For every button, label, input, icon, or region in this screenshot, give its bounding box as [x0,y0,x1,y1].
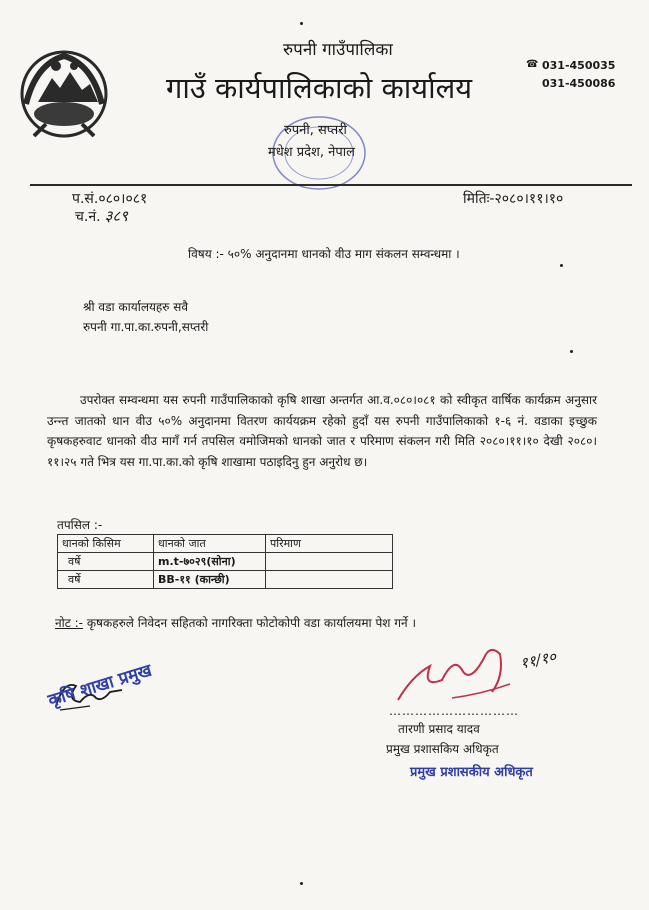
header-divider [30,184,632,186]
office-place: रुपनी, सप्तरी [284,123,347,138]
table-row [58,571,393,589]
phone-icon: ☎ [526,59,539,70]
punch-mark [570,350,573,353]
table-cell: वर्षे [58,553,154,571]
signature-date: ११/१० [518,647,558,673]
note-text: कृषकहरुले निवेदन सहितको नागरिक्ता फोटोकोपी वडा कार्यालयमा पेश गर्ने । [86,616,417,630]
table-cell [266,571,393,589]
table-header-row [58,535,393,553]
table-header-cell: धानको जात [154,535,266,553]
table-cell: m.t-७०२९(सोना) [154,553,266,571]
officer-stamp: प्रमुख प्रशासकीय अधिकृत [410,765,533,780]
table-header-cell: परिमाण [266,535,393,553]
punch-mark [300,882,303,885]
table-row [58,553,393,571]
note-label: नोट :- [55,616,84,630]
office-title: गाउँ कार्यपालिकाको कार्यालय [166,71,473,105]
phone-number-2: 031-450086 [542,77,616,90]
table-header-cell: धानको किसिम [58,535,154,553]
punch-mark [300,22,303,25]
letter-date: मितिः-२०८०।११।१० [463,191,564,207]
patra-sankhya: प.सं.०८०।०८१ [72,191,148,207]
nepal-emblem-icon [16,44,112,140]
punch-mark [560,264,563,267]
officer-signature [392,636,557,714]
letter-subject: विषय :- ५०% अनुदानमा धानको वीउ माग संकलन सम्वन्धमा । [188,247,460,261]
agriculture-head-stamp: कृषि शाखा प्रमुख [45,660,155,711]
addressee-line-2: रुपनी गा.पा.का.रुपनी,सप्तरी [83,320,209,334]
table-cell: वर्षे [58,571,154,589]
officer-title: प्रमुख प्रशासकिय अधिकृत [386,742,499,756]
note [55,614,416,631]
paddy-variety-table [57,534,393,589]
addressee-line-1: श्री वडा कार्यालयहरु सवै [83,300,189,314]
chalan-number [75,206,128,226]
phone-number-1: 031-450035 [542,59,616,72]
officer-name: तारणी प्रसाद यादव [398,722,480,736]
details-label: तपसिल :- [57,518,103,532]
province-country: मधेश प्रदेश, नेपाल [268,145,355,160]
chalan-value: ३८९ [104,207,128,225]
letter-body: उपरोक्त सम्वन्धमा यस रुपनी गाउँपालिकाको कृषि शाखा अन्तर्गत आ.व.०८०।०८१ को स्वीकृत वार्षिक कार्यक्रम अनुसार उन्न्त जातको धान वीउ ५०% अनुदानमा वितरण कार्ययक्रम रहेको हुदाँ यस रुपनी गाउँपालिकाको १-६ नं. वडाका इच्छुक कृषकहरुवाट धानको वीउ मागँ गर्न तपसिल वमोजिमको धानको जात र परिमाण संकलन गरी मिति २०८०।११।१० देखी २०८०।११।२५ गते भित्र यस गा.पा.का.को कृषि शाखामा पठाइदिनु हुन अनुरोध छ। [47,393,597,469]
phone-numbers [528,57,615,93]
chalan-label: च.नं. [75,209,101,225]
municipality-name: रुपनी गाउँपालिका [283,40,393,60]
table-cell [266,553,393,571]
table-cell: BB-११ (कान्छी) [154,571,266,589]
signature-line: ………………………… [389,704,519,718]
